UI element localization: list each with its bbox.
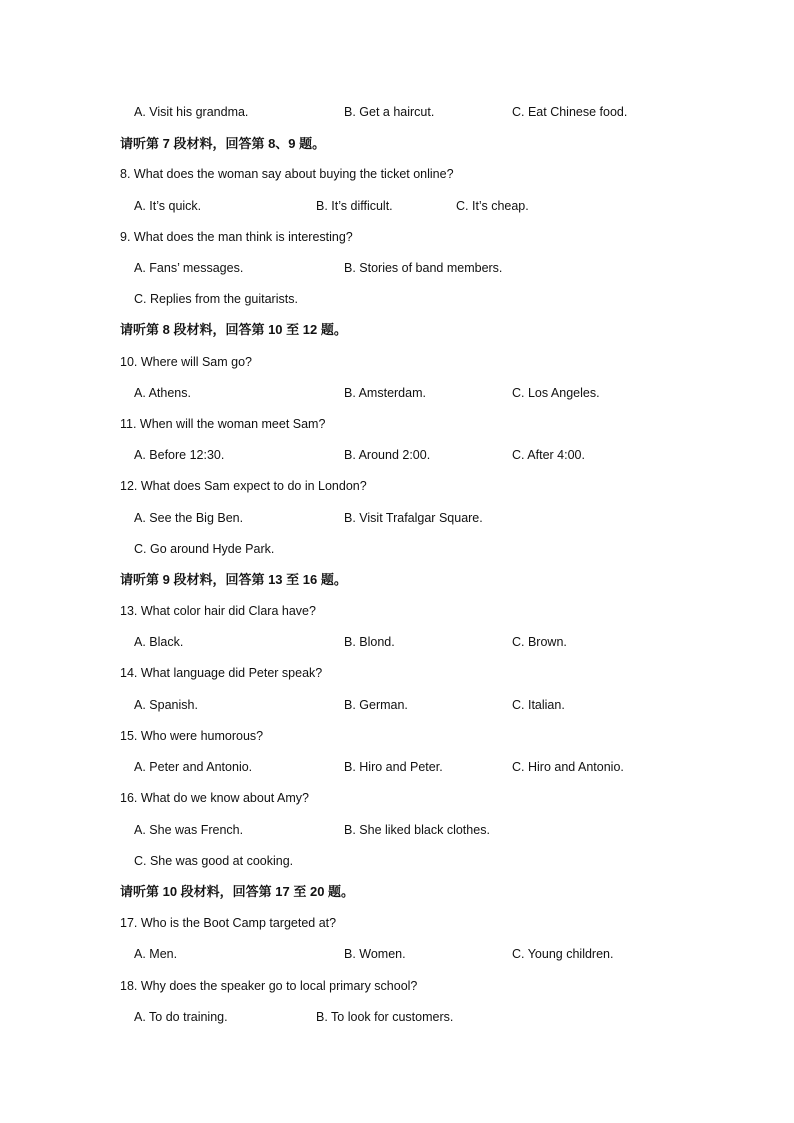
section-heading: 请听第 7 段材料，回答第 8、9 题。 [120, 136, 326, 151]
option-a: A. Visit his grandma. [134, 105, 249, 119]
option-a: A. Black. [134, 635, 184, 649]
option-c: C. Brown. [512, 635, 567, 649]
question-text: 13. What color hair did Clara have? [120, 604, 316, 618]
option-b: B. Amsterdam. [344, 386, 426, 400]
option-a: C. Replies from the guitarists. [134, 292, 298, 306]
question-text: 10. Where will Sam go? [120, 355, 253, 369]
option-a: A. Peter and Antonio. [134, 760, 253, 774]
option-a: A. See the Big Ben. [134, 511, 244, 525]
question-text: 14. What language did Peter speak? [120, 666, 323, 680]
question-text: 15. Who were humorous? [120, 729, 264, 743]
option-a: C. Go around Hyde Park. [134, 542, 275, 556]
option-c: C. Young children. [512, 947, 614, 961]
option-a: C. She was good at cooking. [134, 854, 294, 868]
option-a: A. To do training. [134, 1010, 228, 1024]
section-heading: 请听第 8 段材料，回答第 10 至 12 题。 [120, 322, 347, 337]
question-text: 17. Who is the Boot Camp targeted at? [120, 916, 337, 930]
option-c: C. After 4:00. [512, 448, 585, 462]
option-c: C. It’s cheap. [456, 199, 529, 213]
option-b: B. German. [344, 698, 408, 712]
option-b: B. Get a haircut. [344, 105, 435, 119]
option-b: B. Stories of band members. [344, 261, 503, 275]
option-a: A. Fans’ messages. [134, 261, 244, 275]
option-c: C. Los Angeles. [512, 386, 600, 400]
option-c: C. Hiro and Antonio. [512, 760, 624, 774]
option-b: B. To look for customers. [316, 1010, 454, 1024]
section-heading: 请听第 10 段材料，回答第 17 至 20 题。 [120, 884, 355, 899]
option-b: B. It’s difficult. [316, 199, 393, 213]
option-a: A. Men. [134, 947, 178, 961]
option-a: A. It’s quick. [134, 199, 202, 213]
question-text: 11. When will the woman meet Sam? [120, 417, 326, 431]
option-b: B. Hiro and Peter. [344, 760, 443, 774]
option-a: A. Before 12:30. [134, 448, 225, 462]
option-a: A. Spanish. [134, 698, 198, 712]
question-text: 16. What do we know about Amy? [120, 791, 309, 805]
option-b: B. Visit Trafalgar Square. [344, 511, 483, 525]
question-text: 8. What does the woman say about buying the ticket online? [120, 167, 454, 181]
option-b: B. Women. [344, 947, 406, 961]
option-b: B. She liked black clothes. [344, 823, 490, 837]
option-a: A. She was French. [134, 823, 244, 837]
option-a: A. Athens. [134, 386, 191, 400]
question-text: 9. What does the man think is interesting? [120, 230, 353, 244]
question-text: 18. Why does the speaker go to local primary school? [120, 979, 418, 993]
option-b: B. Around 2:00. [344, 448, 431, 462]
section-heading: 请听第 9 段材料，回答第 13 至 16 题。 [120, 572, 347, 587]
question-text: 12. What does Sam expect to do in London? [120, 479, 367, 493]
option-b: B. Blond. [344, 635, 395, 649]
option-c: C. Italian. [512, 698, 565, 712]
option-c: C. Eat Chinese food. [512, 105, 628, 119]
